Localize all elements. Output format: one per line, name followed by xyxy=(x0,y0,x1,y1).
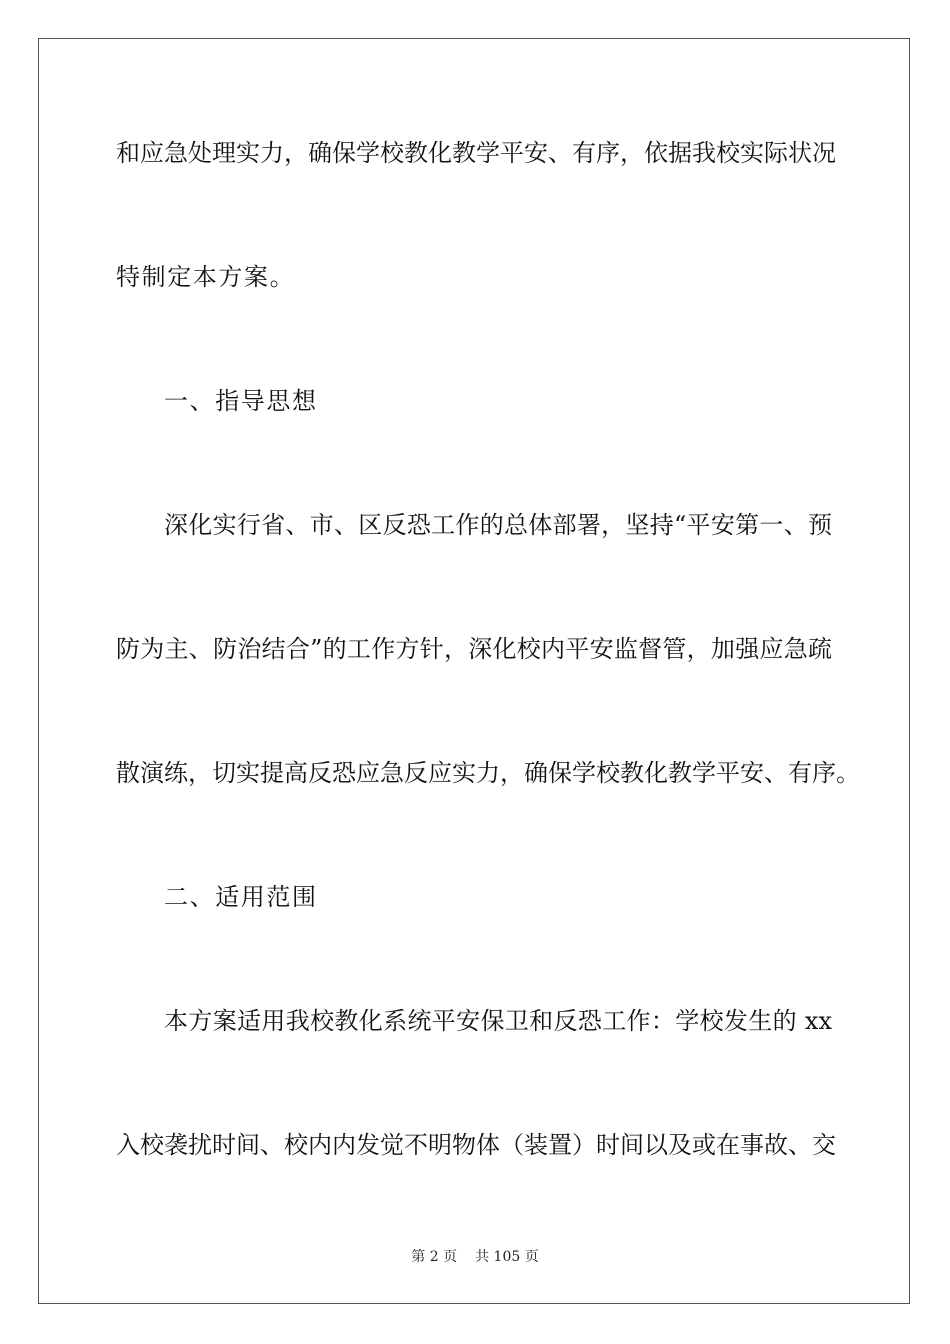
body-text-line: 散演练，切实提高反恐应急反应实力，确保学校教化教学平安、有序。 xyxy=(116,759,860,787)
page-total: 共 105 页 xyxy=(475,1249,539,1265)
body-text-line: 深化实行省、市、区反恐工作的总体部署，坚持“平安第一、预 xyxy=(164,511,832,539)
page-number: 第 2 页 xyxy=(411,1249,458,1265)
body-text-line: 本方案适用我校教化系统平安保卫和反恐工作：学校发生的 xx xyxy=(164,1007,832,1035)
section-heading: 二、适用范围 xyxy=(164,883,318,911)
page-border xyxy=(38,38,910,1304)
section-heading: 一、指导思想 xyxy=(164,387,318,415)
body-text-line: 防为主、防治结合”的工作方针，深化校内平安监督管，加强应急疏 xyxy=(116,635,832,663)
body-text-line: 和应急处理实力，确保学校教化教学平安、有序，依据我校实际状况 xyxy=(116,139,836,167)
body-text-line: 特制定本方案。 xyxy=(116,263,296,291)
body-text-line: 入校袭扰时间、校内内发觉不明物体（装置）时间以及或在事故、交 xyxy=(116,1131,836,1159)
page-footer xyxy=(0,1248,950,1266)
